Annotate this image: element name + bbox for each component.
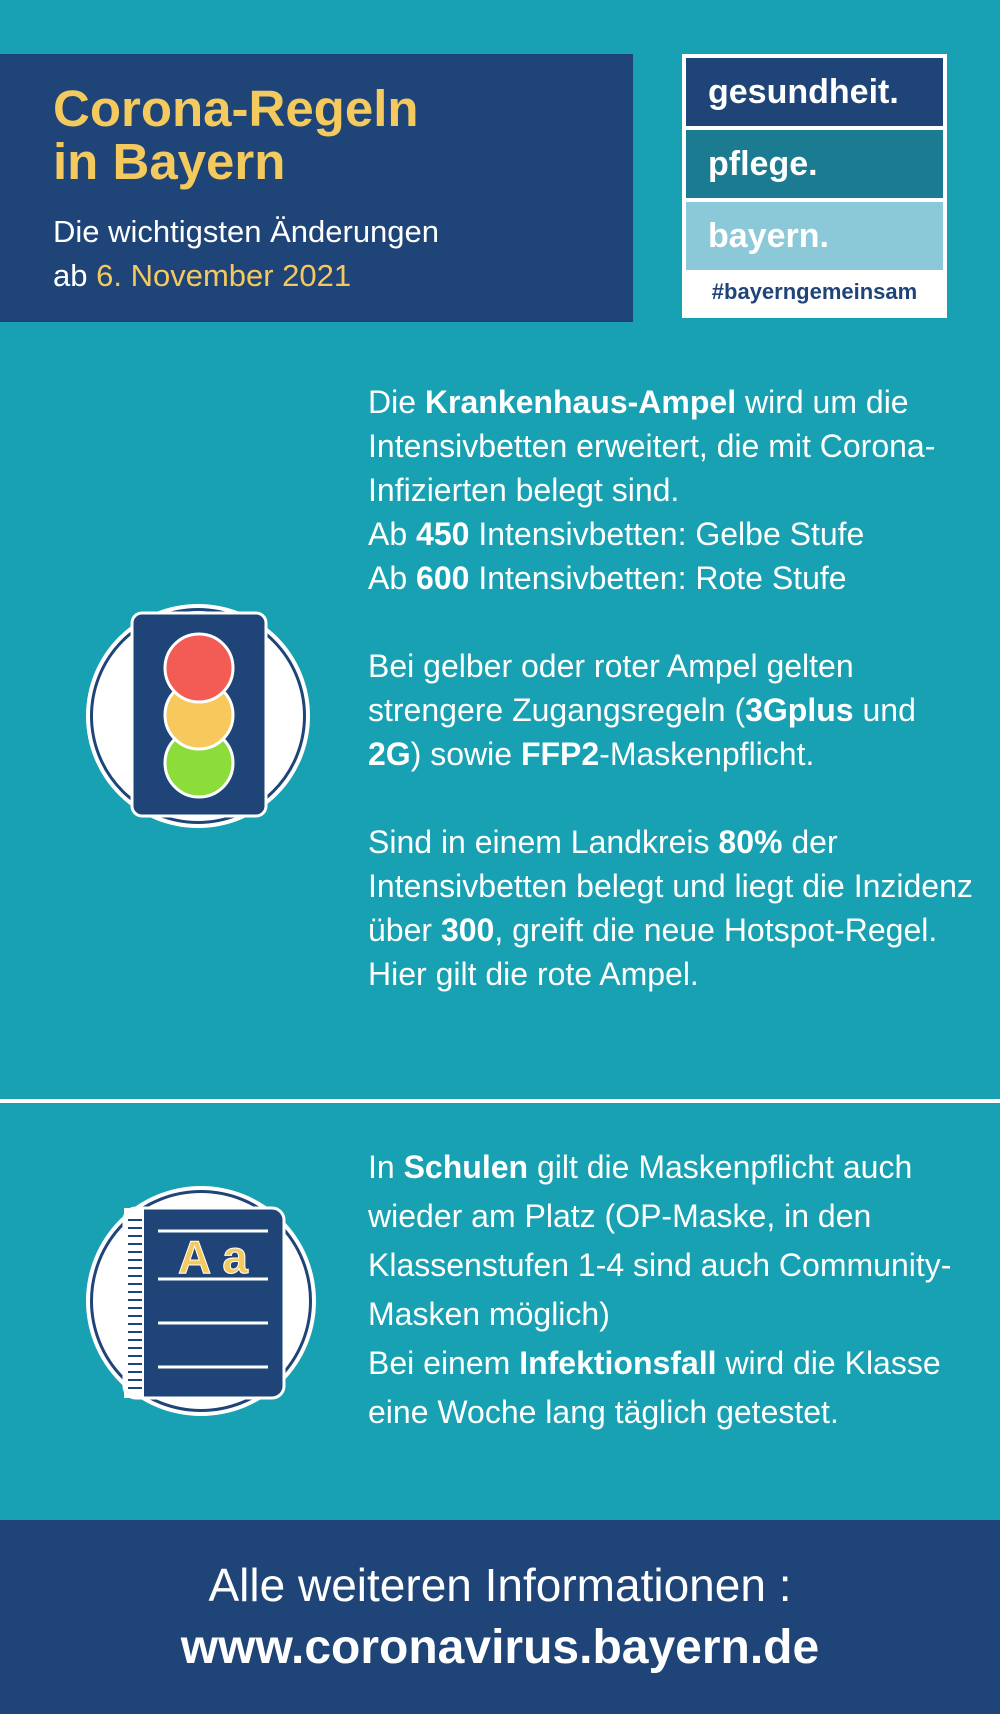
- ampel-paragraph-3: [368, 820, 978, 996]
- body-text: , greift die neue Hotspot-Regel. Hier gilt die rote Ampel.: [368, 912, 938, 992]
- school-paragraph: [368, 1143, 978, 1437]
- body-text: gilt die Maskenpflicht auch wieder am Platz (OP-Maske, in den Klassenstufen 1-4 sind auch Community-Masken möglich): [368, 1149, 952, 1332]
- body-text: Die: [368, 384, 425, 420]
- body-text: Sind in einem Landkreis: [368, 824, 719, 860]
- highlight-text: Infektionsfall: [519, 1345, 717, 1381]
- highlight-text: 2G: [368, 736, 411, 772]
- highlight-text: 80%: [718, 824, 783, 860]
- highlight-text: 300: [440, 912, 495, 948]
- ampel-paragraph-1: [368, 380, 978, 600]
- body-text: Intensivbetten: Rote Stufe: [469, 560, 847, 596]
- logo-line-1: gesundheit.: [686, 58, 943, 126]
- traffic-light-icon-circle: [86, 604, 310, 828]
- section-divider: [0, 1099, 1000, 1103]
- book-label: A a: [178, 1231, 248, 1283]
- highlight-text: FFP2: [520, 736, 600, 772]
- body-text: wird die Klasse eine Woche lang täglich getestet.: [368, 1345, 941, 1430]
- traffic-light-icon: [86, 604, 310, 828]
- highlight-text: 600: [416, 560, 470, 596]
- page-title: [53, 82, 419, 188]
- ministry-logo: [682, 54, 947, 318]
- logo-line-3: bayern.: [686, 202, 943, 270]
- subtitle-line-2: [53, 254, 439, 298]
- subtitle-prefix: ab: [53, 258, 97, 293]
- highlight-text: 3Gplus: [745, 692, 854, 728]
- body-text: Ab: [368, 560, 417, 596]
- highlight-text: Schulen: [403, 1149, 529, 1185]
- subtitle-date: 6. November 2021: [96, 258, 352, 293]
- body-text: Ab: [368, 516, 417, 552]
- subtitle-line-1: Die wichtigsten Änderungen: [53, 214, 440, 249]
- title-line-2: in Bayern: [53, 133, 286, 190]
- highlight-text: 450: [416, 516, 470, 552]
- body-text: Intensivbetten: Gelbe Stufe: [469, 516, 865, 552]
- logo-line-2: pflege.: [686, 130, 943, 198]
- ampel-paragraph-2: [368, 644, 978, 776]
- ampel-text: [368, 380, 978, 996]
- body-text: und: [853, 692, 916, 728]
- school-text: [368, 1143, 978, 1437]
- footer-url-link[interactable]: www.coronavirus.bayern.de: [180, 1621, 820, 1674]
- body-text: Bei einem: [368, 1345, 520, 1381]
- body-text: wird um die Intensivbetten erweitert, die mit Corona-Infizierten belegt sind.: [368, 384, 936, 508]
- body-text: ) sowie: [410, 736, 521, 772]
- schoolbook-icon: [86, 1186, 316, 1416]
- footer: [0, 1520, 1000, 1714]
- body-text: In: [368, 1149, 404, 1185]
- body-text: -Maskenpflicht.: [599, 736, 815, 772]
- footer-info-text: Alle weiteren Informationen :: [208, 1559, 792, 1611]
- page-subtitle: [53, 210, 439, 298]
- body-text: Bei gelber oder roter Ampel gelten strengere Zugangsregeln (: [368, 648, 854, 728]
- title-line-1: Corona-Regeln: [53, 80, 419, 137]
- body-text: der Intensivbetten belegt und liegt die Inzidenz über: [368, 824, 973, 948]
- hashtag: #bayerngemeinsam: [711, 279, 918, 304]
- schoolbook-icon-circle: [86, 1186, 316, 1416]
- highlight-text: Krankenhaus-Ampel: [424, 384, 737, 420]
